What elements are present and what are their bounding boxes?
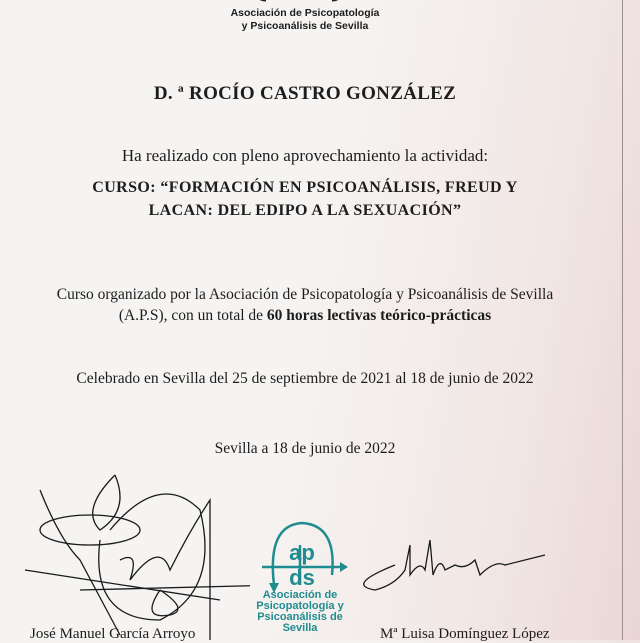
course-description [0, 284, 610, 326]
description-line2 [0, 305, 610, 326]
description-prefix: (A.P.S), con un total de [118, 307, 267, 324]
seal-line4: Sevilla [282, 622, 318, 634]
signer-right-name: Mª Luisa Domínguez López [380, 626, 550, 642]
org-logo-fragment [252, 0, 352, 4]
signature-left [20, 470, 250, 640]
seal-line2: Psicopatología y [256, 600, 344, 612]
course-title-line1: CURSO: “FORMACIÓN EN PSICOANÁLISIS, FREUD Y [92, 179, 518, 196]
signature-right [355, 535, 555, 615]
org-header [0, 7, 610, 33]
place-and-date: Sevilla a 18 de junio de 2022 [214, 440, 396, 457]
intro-text: Ha realizado con pleno aprovechamiento la actividad: [121, 146, 489, 165]
seal-line3: Psicoanálisis de [257, 611, 343, 623]
description-line1: Curso organizado por la Asociación de Psicopatología y Psicoanálisis de Sevilla [56, 286, 554, 303]
seal-line1: Asociación de [262, 589, 338, 601]
course-dates: Celebrado en Sevilla del 25 de septiembre de 2021 al 18 de junio de 2022 [76, 370, 534, 387]
course-title [0, 176, 610, 222]
recipient-name: D. ª ROCÍO CASTRO GONZÁLEZ [153, 83, 457, 104]
signer-left-name: José Manuel García Arroyo [30, 626, 196, 642]
org-header-line2: y Psicoanálisis de Sevilla [241, 20, 369, 32]
hours-text: 60 horas lectivas teórico-prácticas [266, 307, 492, 324]
org-header-line1: Asociación de Psicopatología [230, 7, 380, 19]
course-title-line2: LACAN: DEL EDIPO A LA SEXUACIÓN” [148, 202, 462, 219]
seal-letters-bottom: ds [289, 565, 315, 590]
seal-letters-top: ap [289, 540, 315, 565]
paper-edge-line [622, 0, 623, 640]
seal-org-name [250, 590, 350, 634]
